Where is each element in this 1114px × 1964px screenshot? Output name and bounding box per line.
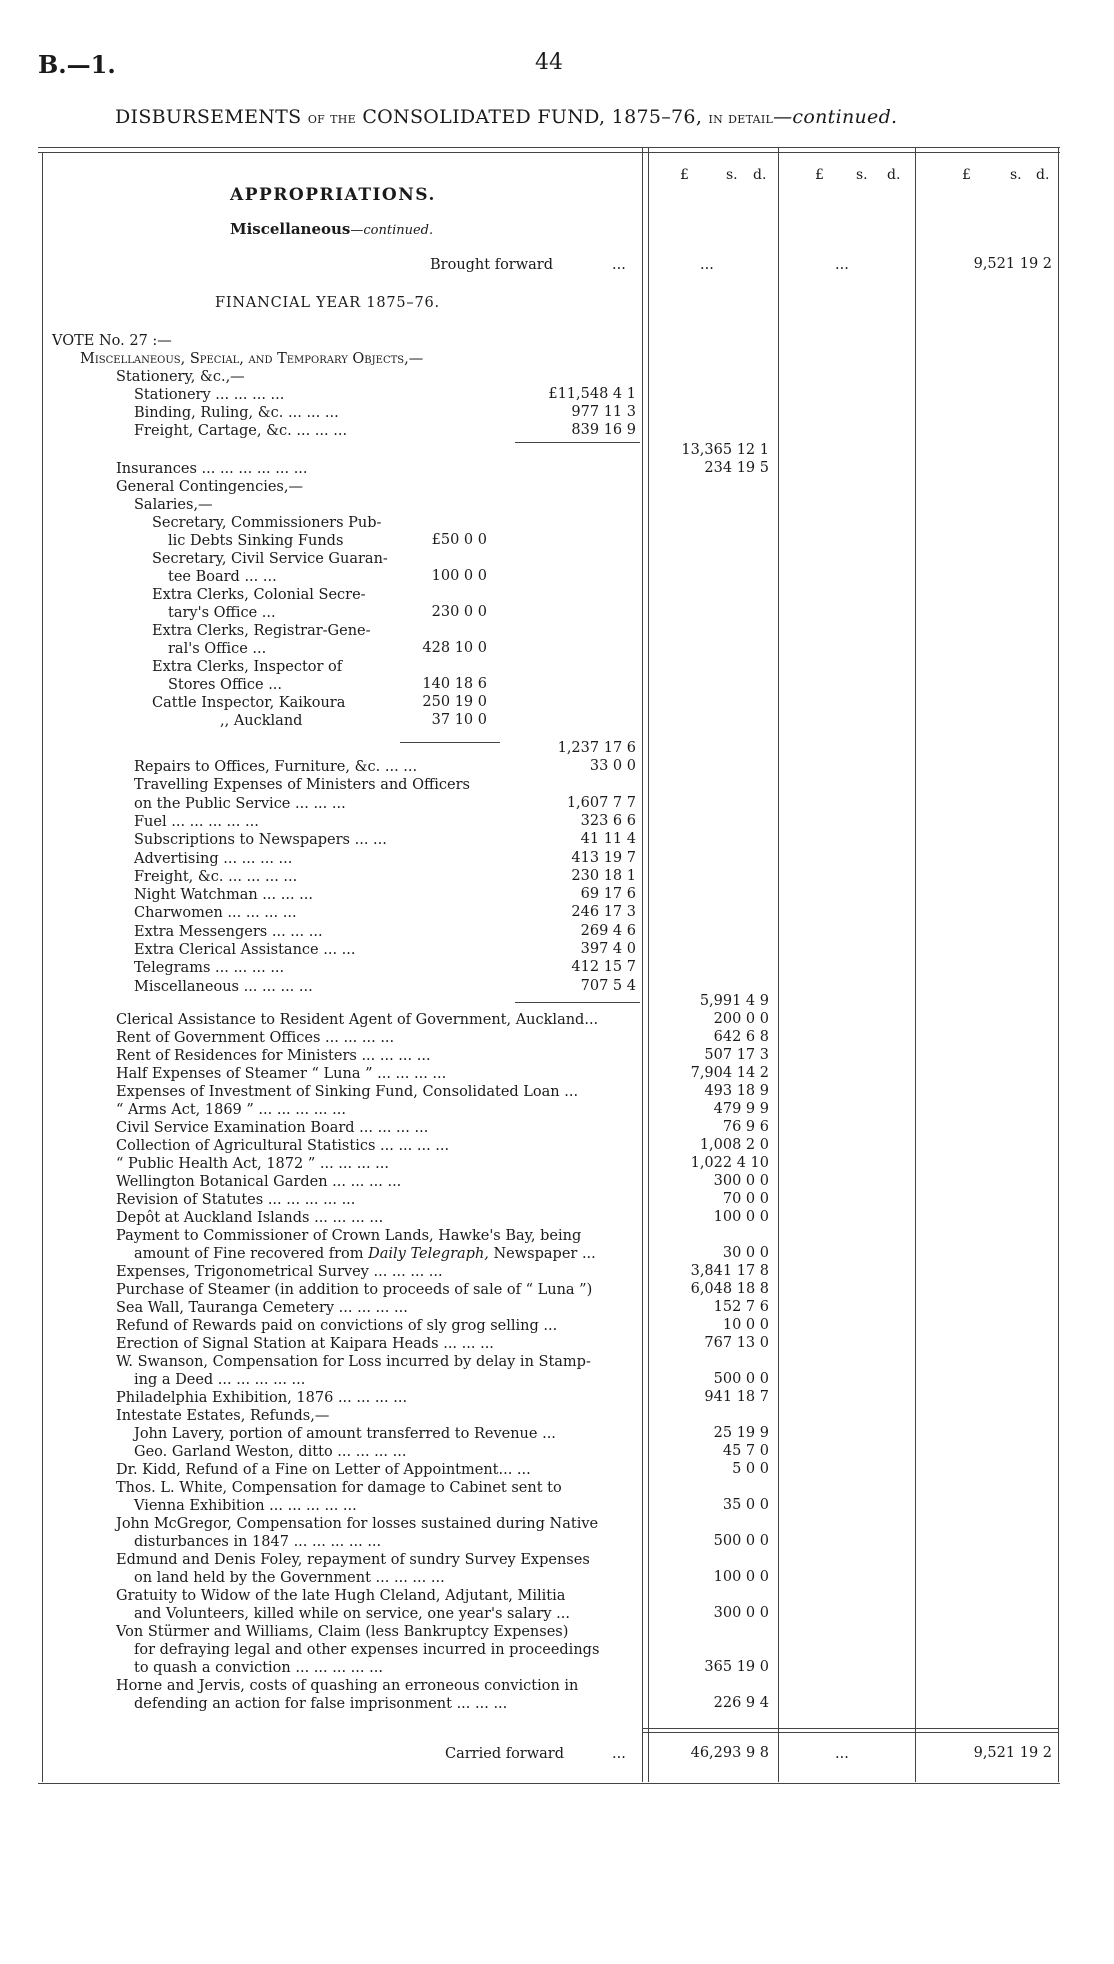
salary-item-line-2: tee Board ... ... <box>168 569 277 585</box>
contingency-item-label: Telegrams ... ... ... ... <box>134 960 285 977</box>
contingency-item-value: 707 5 4 <box>580 977 636 994</box>
contingency-item-label: Repairs to Offices, Furniture, &c. ... ... <box>134 759 418 775</box>
main-item-value: 1,022 4 10 <box>690 1155 769 1171</box>
contingencies-total: 5,991 4 9 <box>699 993 769 1009</box>
misc-label: Miscellaneous <box>230 220 351 238</box>
salary-item-value: 428 10 0 <box>422 640 487 656</box>
kidd-value: 5 0 0 <box>732 1461 769 1477</box>
miscellaneous-subheading <box>230 220 433 238</box>
fine-line-2 <box>134 1245 596 1263</box>
foley-value: 100 0 0 <box>713 1569 769 1585</box>
contingency-item-value: 246 17 3 <box>571 904 636 921</box>
contingency-item-value: 41 11 4 <box>580 831 636 848</box>
main-item-value: 70 0 0 <box>722 1191 769 1207</box>
cleland-line-1: Gratuity to Widow of the late Hugh Cleland, Adjutant, Militia <box>116 1588 566 1604</box>
salary-item-value: £50 0 0 <box>431 532 487 548</box>
main-item-label: “ Arms Act, 1869 ” ... ... ... ... ... <box>116 1102 346 1118</box>
salary-item-line-2: lic Debts Sinking Funds <box>168 533 344 549</box>
contingency-item-label: Freight, &c. ... ... ... ... <box>134 868 298 885</box>
col1-pence: d. <box>753 167 767 183</box>
horne-line-1: Horne and Jervis, costs of quashing an erroneous conviction in <box>116 1678 579 1694</box>
page-number: 44 <box>535 50 563 75</box>
vote-objects: Miscellaneous, Special, and Temporary Objects,— <box>80 351 424 367</box>
vote-item-label: Erection of Signal Station at Kaipara Heads ... ... ... <box>116 1336 494 1352</box>
fine-newspaper-name: Daily Telegraph, <box>368 1246 489 1262</box>
page-title <box>115 106 897 128</box>
stationery-item-label: Binding, Ruling, &c. ... ... ... <box>134 405 339 421</box>
swanson-value: 500 0 0 <box>713 1371 769 1387</box>
stationery-item-value: 839 16 9 <box>571 422 636 438</box>
salary-item-line-1: ,, Auckland <box>220 713 303 729</box>
main-item-label: “ Public Health Act, 1872 ” ... ... ... ... <box>116 1156 389 1172</box>
main-item-value: 507 17 3 <box>704 1047 769 1063</box>
contingency-item-label: Charwomen ... ... ... ... <box>134 905 297 922</box>
vote-item-value: 152 7 6 <box>713 1299 769 1315</box>
main-item-label: Depôt at Auckland Islands ... ... ... ... <box>116 1210 384 1226</box>
salaries-rule <box>400 742 500 743</box>
vote-item-label: Sea Wall, Tauranga Cemetery ... ... ... ... <box>116 1300 408 1316</box>
col2-pounds: £ <box>815 167 824 183</box>
contingency-item-value: 1,607 7 7 <box>566 794 636 811</box>
salary-item-line-1: Cattle Inspector, Kaikoura <box>152 695 346 711</box>
title-in-detail: in detail <box>708 109 774 127</box>
title-of-the: of the <box>307 109 356 127</box>
divider-left-edge <box>42 152 43 1782</box>
horne-value: 226 9 4 <box>713 1695 769 1711</box>
intestate-item-value: 25 19 9 <box>713 1425 769 1441</box>
divider-col1-inner <box>648 147 649 1782</box>
title-continued: —continued. <box>773 106 898 128</box>
brought-forward-label: Brought forward <box>430 257 554 273</box>
sturmer-line-3: to quash a conviction ... ... ... ... ... <box>134 1660 383 1676</box>
foley-line-1: Edmund and Denis Foley, repayment of sundry Survey Expenses <box>116 1552 590 1568</box>
contingency-item-value: 230 18 1 <box>571 867 636 884</box>
salaries-total: 1,237 17 6 <box>557 740 636 756</box>
carried-forward-rule <box>642 1728 1058 1729</box>
foley-line-2: on land held by the Government ... ... ... ... <box>134 1570 445 1586</box>
sturmer-line-2: for defraying legal and other expenses incurred in proceedings <box>134 1642 600 1658</box>
fine-line-1: Payment to Commissioner of Crown Lands, Hawke's Bay, being <box>116 1228 582 1244</box>
contingency-item-label: Fuel ... ... ... ... ... <box>134 813 259 830</box>
salary-item-line-1: Extra Clerks, Registrar-Gene- <box>152 623 371 639</box>
carried-forward-col2: ... <box>835 1746 849 1762</box>
main-item-label: Rent of Residences for Ministers ... ... ... ... <box>116 1048 431 1064</box>
salary-item-line-1: Secretary, Commissioners Pub- <box>152 515 382 531</box>
contingency-item-value: 412 15 7 <box>571 959 636 976</box>
col2-pence: d. <box>887 167 901 183</box>
main-item-label: Revision of Statutes ... ... ... ... ... <box>116 1192 356 1208</box>
col2-brought-dots: ... <box>835 257 849 273</box>
main-item-value: 300 0 0 <box>713 1173 769 1189</box>
main-item-value: 7,904 14 2 <box>690 1065 769 1081</box>
kidd-label: Dr. Kidd, Refund of a Fine on Letter of Appointment... ... <box>116 1462 531 1478</box>
vote-item-label: Refund of Rewards paid on convictions of sly grog selling ... <box>116 1318 558 1334</box>
main-item-label: Wellington Botanical Garden ... ... ... ... <box>116 1174 402 1190</box>
swanson-line-2: ing a Deed ... ... ... ... ... <box>134 1372 306 1388</box>
misc-continued: —continued. <box>350 223 434 238</box>
horne-line-2: defending an action for false imprisonment ... ... ... <box>134 1696 508 1712</box>
cleland-value: 300 0 0 <box>713 1605 769 1621</box>
title-fund: CONSOLIDATED FUND, 1875–76, <box>362 106 703 128</box>
col1-pounds: £ <box>680 167 689 183</box>
stationery-rule <box>515 442 640 443</box>
main-item-label: Half Expenses of Steamer “ Luna ” ... ... ... ... <box>116 1066 447 1082</box>
vote-item-value: 767 13 0 <box>704 1335 769 1351</box>
vote-label: VOTE No. 27 :— <box>52 333 172 349</box>
appropriations-heading: APPROPRIATIONS. <box>230 185 436 205</box>
col1-brought-dots: ... <box>700 257 714 273</box>
contingency-item-label: Extra Clerical Assistance ... ... <box>134 942 356 958</box>
insurances-value: 234 19 5 <box>704 460 769 476</box>
sturmer-value: 365 19 0 <box>704 1659 769 1675</box>
col1-shillings: s. <box>726 167 738 183</box>
mcgregor-line-1: John McGregor, Compensation for losses sustained during Native <box>116 1516 599 1532</box>
carried-forward-col3: 9,521 19 2 <box>973 1745 1052 1761</box>
financial-year-heading: FINANCIAL YEAR 1875–76. <box>215 295 440 311</box>
salary-item-value: 140 18 6 <box>422 676 487 692</box>
main-item-label: Rent of Government Offices ... ... ... ... <box>116 1030 395 1046</box>
contingency-item-value: 269 4 6 <box>580 922 636 939</box>
stationery-item-label: Freight, Cartage, &c. ... ... ... <box>134 423 348 439</box>
col3-shillings: s. <box>1010 167 1022 183</box>
salary-item-value: 230 0 0 <box>431 604 487 620</box>
top-double-rule <box>38 152 1060 153</box>
salary-item-value: 100 0 0 <box>431 568 487 584</box>
divider-col1 <box>642 147 643 1782</box>
salary-item-line-2: Stores Office ... <box>168 677 283 693</box>
philadelphia-label: Philadelphia Exhibition, 1876 ... ... ... ... <box>116 1390 408 1406</box>
salary-item-line-1: Secretary, Civil Service Guaran- <box>152 551 388 567</box>
contingency-item-label: Extra Messengers ... ... ... <box>134 923 323 940</box>
main-item-label: Civil Service Examination Board ... ... ... ... <box>116 1120 429 1136</box>
main-item-value: 479 9 9 <box>713 1101 769 1117</box>
carried-forward-label: Carried forward <box>445 1746 565 1762</box>
contingencies-heading: General Contingencies,— <box>116 479 303 495</box>
intestate-item-label: John Lavery, portion of amount transferred to Revenue ... <box>134 1426 556 1442</box>
divider-col3 <box>915 147 916 1782</box>
intestate-item-value: 45 7 0 <box>722 1443 769 1459</box>
main-item-label: Expenses of Investment of Sinking Fund, Consolidated Loan ... <box>116 1084 579 1100</box>
salary-item-line-2: ral's Office ... <box>168 641 267 657</box>
contingency-item-label: Travelling Expenses of Ministers and Officers <box>134 777 470 794</box>
mcgregor-value: 500 0 0 <box>713 1533 769 1549</box>
stationery-total: 13,365 12 1 <box>681 442 769 458</box>
swanson-line-1: W. Swanson, Compensation for Loss incurred by delay in Stamp- <box>116 1354 591 1370</box>
main-item-value: 200 0 0 <box>713 1011 769 1027</box>
fine-l2a: amount of Fine recovered from <box>134 1246 369 1262</box>
main-item-value: 642 6 8 <box>713 1029 769 1045</box>
stationery-item-value: 977 11 3 <box>571 404 636 420</box>
col3-pence: d. <box>1036 167 1050 183</box>
divider-col2 <box>778 147 779 1782</box>
cleland-line-2: and Volunteers, killed while on service, one year's salary ... <box>134 1606 570 1622</box>
vote-item-label: Purchase of Steamer (in addition to proceeds of sale of “ Luna ”) <box>116 1282 593 1298</box>
fine-value: 30 0 0 <box>722 1245 769 1261</box>
divider-right-edge <box>1058 147 1059 1782</box>
main-item-value: 100 0 0 <box>713 1209 769 1225</box>
contingency-item-label: on the Public Service ... ... ... <box>134 795 346 812</box>
intestate-heading: Intestate Estates, Refunds,— <box>116 1408 330 1424</box>
brought-forward-dots: ... <box>612 257 626 273</box>
vote-item-value: 6,048 18 8 <box>690 1281 769 1297</box>
vote-item-value: 3,841 17 8 <box>690 1263 769 1279</box>
salary-item-line-1: Extra Clerks, Inspector of <box>152 659 343 675</box>
vote-item-label: Expenses, Trigonometrical Survey ... ... ... ... <box>116 1264 443 1280</box>
salary-item-value: 37 10 0 <box>431 712 487 728</box>
carried-forward-col1: 46,293 9 8 <box>690 1745 769 1761</box>
main-item-value: 493 18 9 <box>704 1083 769 1099</box>
mcgregor-line-2: disturbances in 1847 ... ... ... ... ... <box>134 1534 382 1550</box>
main-item-value: 76 9 6 <box>722 1119 769 1135</box>
title-main: DISBURSEMENTS <box>115 106 302 128</box>
contingency-item-value: 413 19 7 <box>571 849 636 866</box>
salaries-heading: Salaries,— <box>134 497 213 513</box>
philadelphia-value: 941 18 7 <box>704 1389 769 1405</box>
contingency-item-value: 69 17 6 <box>580 886 636 903</box>
white-line-2: Vienna Exhibition ... ... ... ... ... <box>134 1498 357 1514</box>
salary-item-line-2: tary's Office ... <box>168 605 276 621</box>
salary-item-line-1: Extra Clerks, Colonial Secre- <box>152 587 366 603</box>
contingency-item-label: Advertising ... ... ... ... <box>134 850 293 867</box>
carried-forward-dots: ... <box>612 1746 626 1762</box>
intestate-item-label: Geo. Garland Weston, ditto ... ... ... ... <box>134 1444 407 1460</box>
contingencies-rule <box>515 1002 640 1003</box>
white-value: 35 0 0 <box>722 1497 769 1513</box>
contingency-item-value: 33 0 0 <box>589 758 636 774</box>
col3-pounds: £ <box>962 167 971 183</box>
contingency-item-value: 323 6 6 <box>580 812 636 829</box>
stationery-item-label: Stationery ... ... ... ... <box>134 387 285 403</box>
white-line-1: Thos. L. White, Compensation for damage to Cabinet sent to <box>116 1480 562 1496</box>
salary-item-value: 250 19 0 <box>422 694 487 710</box>
insurances-label: Insurances ... ... ... ... ... ... <box>116 461 308 477</box>
carried-forward-rule-2 <box>642 1732 1058 1733</box>
contingency-item-label: Night Watchman ... ... ... <box>134 887 313 904</box>
main-item-label: Collection of Agricultural Statistics ... ... ... ... <box>116 1138 450 1154</box>
col2-shillings: s. <box>856 167 868 183</box>
stationery-group: Stationery, &c.,— <box>116 369 245 385</box>
document-reference: B.—1. <box>38 50 116 79</box>
contingency-item-value: 397 4 0 <box>580 941 636 957</box>
sturmer-line-1: Von Stürmer and Williams, Claim (less Bankruptcy Expenses) <box>116 1624 569 1640</box>
contingency-item-label: Miscellaneous ... ... ... ... <box>134 978 313 995</box>
vote-item-value: 10 0 0 <box>722 1317 769 1333</box>
main-item-value: 1,008 2 0 <box>699 1137 769 1153</box>
fine-l2c: Newspaper ... <box>488 1246 596 1262</box>
main-item-label: Clerical Assistance to Resident Agent of Government, Auckland... <box>116 1012 599 1028</box>
contingency-item-label: Subscriptions to Newspapers ... ... <box>134 832 387 849</box>
stationery-item-value: £11,548 4 1 <box>548 386 636 402</box>
brought-forward-total: 9,521 19 2 <box>973 256 1052 272</box>
